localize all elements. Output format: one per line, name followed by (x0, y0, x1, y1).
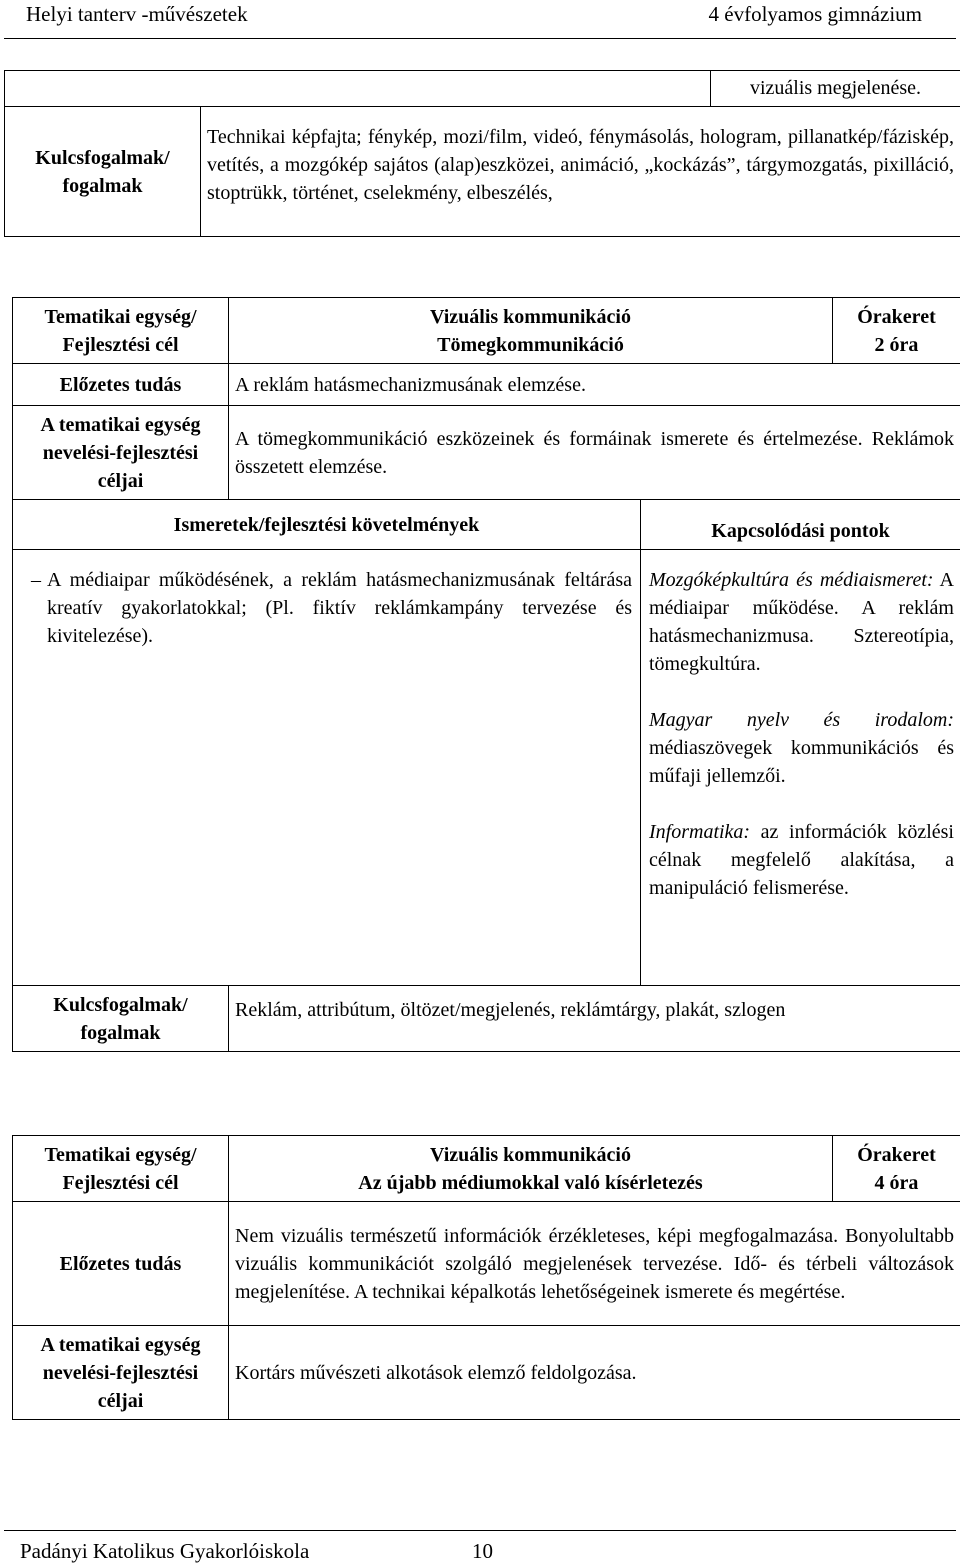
theme-label: Tematikai egység/ Fejlesztési cél (13, 298, 229, 364)
keywords-label: Kulcsfogalmak/ fogalmak (5, 107, 201, 237)
continuation-text: vizuális megjelenése. (711, 71, 960, 107)
connection-item: Magyar nyelv és irodalom: médiaszövegek kommunikációs és műfaji jellemzői. (649, 709, 954, 787)
keywords-label: Kulcsfogalmak/ fogalmak (13, 986, 229, 1052)
theme-label: Tematikai egység/ Fejlesztési cél (13, 1136, 229, 1202)
requirement-text: A médiaipar működésének, a reklám hatásmechanizmusának feltárása kreatív gyakorlatokkal; (Pl. fiktív reklámkampány tervezése és kivitelezése). (47, 569, 632, 647)
connection-item: Informatika: az információk közlési célnak megfelelő alakítása, a manipuláció felismerése. (649, 821, 954, 899)
connections-list (641, 550, 960, 986)
prior-knowledge-text: A reklám hatásmechanizmusának elemzése. (229, 364, 960, 406)
unit-table-new-media (12, 1135, 960, 1420)
keywords-text: Technikai képfajta; fénykép, mozi/film, videó, fénymásolás, hologram, pillanatkép/fáziskép, vetítés, a mozgókép sajátos (alap)eszközei, animáció, „kockázás”, tárgymozgatás, pixilláció, stoptrükk, történet, cselekmény, elbeszélés, (201, 107, 960, 237)
connections-header: Kapcsolódási pontok (641, 500, 960, 550)
hours-cell: Órakeret 4 óra (833, 1136, 960, 1202)
bullet-dash: – (31, 569, 41, 591)
goals-label: A tematikai egység nevelési-fejlesztési céljai (13, 1326, 229, 1420)
unit-title: Vizuális kommunikáció Az újabb médiumokkal való kísérletezés (229, 1136, 833, 1202)
hours-cell: Órakeret 2 óra (833, 298, 960, 364)
prior-knowledge-label: Előzetes tudás (13, 1202, 229, 1326)
goals-text: Kortárs művészeti alkotások elemző feldolgozása. (229, 1326, 960, 1420)
prior-knowledge-text: Nem vizuális természetű információk érzékleteses, képi megfogalmazása. Bonyolultabb vizuális kommunikációt szolgáló megjelenések tervezése. Idő- és térbeli változások megjelenítése. A technikai képalkotás lehetőségeinek ismerete és megértése. (229, 1202, 960, 1326)
prior-knowledge-label: Előzetes tudás (13, 364, 229, 406)
requirements-list (13, 550, 641, 986)
connection-item: Mozgóképkultúra és médiaismeret: A médiaipar működése. A reklám hatásmechanizmusa. Sztereotípia, tömegkultúra. (649, 569, 955, 675)
footer-rule (4, 1530, 956, 1531)
footer-school: Padányi Katolikus Gyakorlóiskola (20, 1539, 310, 1563)
goals-label: A tematikai egység nevelési-fejlesztési céljai (13, 406, 229, 500)
unit-title: Vizuális kommunikáció Tömegkommunikáció (229, 298, 833, 364)
goals-text: A tömegkommunikáció eszközeinek és formáinak ismerete és értelmezése. Reklámok összetett elemzése. (229, 406, 960, 500)
page-number: 10 (472, 1539, 493, 1563)
list-item (25, 566, 632, 650)
top-table (4, 70, 960, 237)
header-rule (4, 38, 956, 39)
requirements-header: Ismeretek/fejlesztési követelmények (13, 500, 641, 550)
header-left: Helyi tanterv -művészetek (26, 2, 248, 26)
unit-table-mass-communication (12, 297, 960, 1052)
keywords-text: Reklám, attribútum, öltözet/megjelenés, reklámtárgy, plakát, szlogen (229, 986, 960, 1052)
header-right: 4 évfolyamos gimnázium (708, 2, 922, 26)
